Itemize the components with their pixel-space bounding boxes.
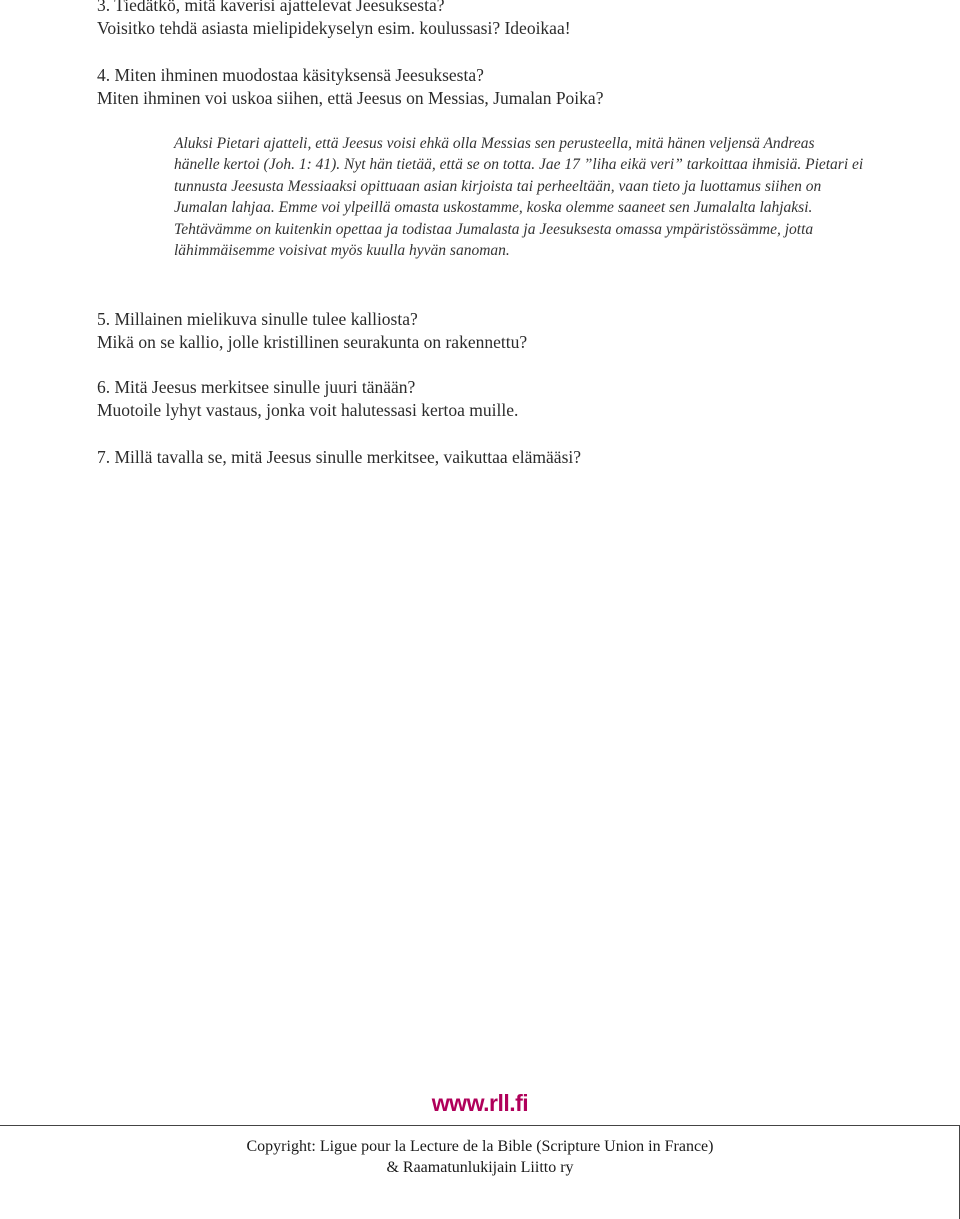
copyright-line-1: Copyright: Ligue pour la Lecture de la Bible (Scripture Union in France) (246, 1138, 714, 1155)
question-6-subtitle: Muotoile lyhyt vastaus, jonka voit halutessasi kertoa muille. (97, 400, 519, 420)
question-7-title: 7. Millä tavalla se, mitä Jeesus sinulle merkitsee, vaikuttaa elämääsi? (97, 447, 582, 467)
question-3-title: 3. Tiedätkö, mitä kaverisi ajattelevat Jeesuksesta? (97, 0, 445, 15)
question-6 (97, 376, 518, 422)
question-4 (97, 64, 603, 110)
question-5-title: 5. Millainen mielikuva sinulle tulee kalliosta? (97, 309, 418, 329)
question-4-answer: Aluksi Pietari ajatteli, että Jeesus voisi ehkä olla Messias sen perusteella, mitä hänen veljensä Andreas hänelle kertoi (Joh. 1: 41). Nyt hän tietää, että se on totta. Jae 17 ”liha eikä veri” tarkoittaa ihmisiä. Pietari ei tunnusta Jeesusta Messiaaksi opittuaan asian kirjoista tai perheeltään, vaan tieto ja luottamus siihen on Jumalan lahjaa. Emme voi ylpeillä omasta uskostamme, koska olemme saaneet sen Jumalalta lahjaksi. Tehtävämme on kuitenkin opettaa ja todistaa Jumalasta ja Jeesuksesta omassa ympäristössämme, jotta lähimmäisemme voisivat myös kuulla hyvän sanoman. (174, 135, 864, 260)
question-5-subtitle: Mikä on se kallio, jolle kristillinen seurakunta on rakennettu? (97, 332, 528, 352)
question-4-subtitle: Miten ihminen voi uskoa siihen, että Jeesus on Messias, Jumalan Poika? (97, 88, 604, 108)
copyright-notice (0, 1136, 960, 1178)
question-5 (97, 308, 527, 354)
question-3 (97, 0, 571, 40)
website-link[interactable]: www.rll.fi (431, 1090, 529, 1116)
question-7 (97, 446, 581, 469)
question-6-title: 6. Mitä Jeesus merkitsee sinulle juuri tänään? (97, 377, 416, 397)
question-3-subtitle: Voisitko tehdä asiasta mielipidekyselyn esim. koulussasi? Ideoikaa! (97, 18, 571, 38)
question-4-title: 4. Miten ihminen muodostaa käsityksensä Jeesuksesta? (97, 65, 484, 85)
footer-divider (0, 1125, 960, 1126)
copyright-line-2: & Raamatunlukijain Liitto ry (386, 1159, 574, 1176)
